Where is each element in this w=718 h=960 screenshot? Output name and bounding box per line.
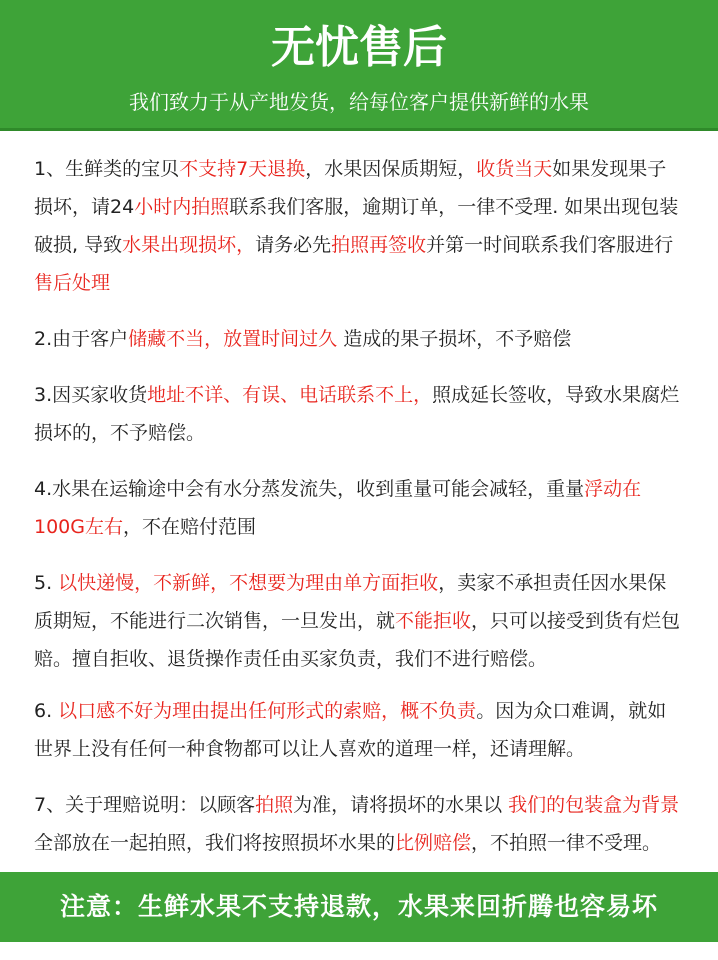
highlight-text: 不能拒收 [395,610,472,632]
policy-text: 并第一时间联系我们客服进行 [426,234,674,256]
policy-text: ，不在赔付范围 [123,516,257,538]
policy-text: 3.因买家收货 [34,384,148,406]
policy-item-2 [34,320,684,358]
policy-text: 联系我们客服，逾期订单，一律不受理. 如果出现包装破损, 导致 [34,196,679,256]
footer-notice: 注意：生鲜水果不支持退款，水果来回折腾也容易坏 [0,872,718,942]
policy-text: ，卖家不承担责任因水果保质期短，不能进行二次销售，一旦发出，就 [34,572,667,632]
highlight-text: 以口感不好为理由提出任何形式的索赔，概不负责 [58,700,477,722]
highlight-text: 拍照再签收 [331,234,427,256]
policy-item-7 [34,786,684,862]
policy-text: 。因为众口难调，就如世界上没有任何一种食物都可以让人喜欢的道理一样，还请理解。 [34,700,667,760]
policy-text: ，不拍照一律不受理。 [471,832,662,854]
policy-text: 全部放在一起拍照，我们将按照损坏水果的 [34,832,396,854]
highlight-text: 不支持7天退换 [179,158,306,180]
policy-text: 如果发现果子损坏，请24 [34,158,667,218]
policy-text: ，只可以接受到货有烂包赔。擅自拒收、退货操作责任由买家负责，我们不进行赔偿。 [34,610,681,670]
policy-text: 4.水果在运输途中会有水分蒸发流失，收到重量可能会减轻，重量 [34,478,585,500]
highlight-text: 我们的包装盒为背景 [508,794,680,816]
policy-text: 5. [34,572,59,594]
policy-text: 6. [34,700,59,722]
policy-text: 2.由于客户 [34,328,129,350]
highlight-text: 浮动在100G左右 [34,478,642,538]
highlight-text: 储藏不当，放置时间过久 [128,328,338,350]
highlight-text: 以快递慢，不新鲜，不想要为理由单方面拒收 [58,572,439,594]
policy-item-6 [34,692,684,768]
page-title: 无忧售后 [271,22,447,73]
page-subtitle: 我们致力于从产地发货，给每位客户提供新鲜的水果 [129,90,589,114]
highlight-text: 水果出现损坏， [122,234,256,256]
policy-item-4 [34,470,684,546]
highlight-text: 收货当天 [476,158,553,180]
policy-list [34,150,684,862]
policy-text: 造成的果子损坏，不予赔偿 [337,328,572,350]
policy-text: ，水果因保质期短， [305,158,477,180]
header-banner [0,0,718,131]
policy-text: 1、生鲜类的宝贝 [34,158,180,180]
policy-text: 7、关于理赔说明：以顾客 [34,794,256,816]
highlight-text: 拍照 [255,794,294,816]
policy-item-3 [34,376,684,452]
policy-text: 为准，请将损坏的水果以 [293,794,509,816]
highlight-text: 比例赔偿 [395,832,472,854]
policy-item-5 [34,564,684,678]
policy-item-1 [34,150,684,302]
highlight-text: 地址不详、有误、电话联系不上， [147,384,433,406]
policy-text: 请务必先 [255,234,332,256]
highlight-text: 售后处理 [34,272,111,294]
highlight-text: 小时内拍照 [134,196,230,218]
policy-text: 照成延长签收，导致水果腐烂损坏的，不予赔偿。 [34,384,680,444]
